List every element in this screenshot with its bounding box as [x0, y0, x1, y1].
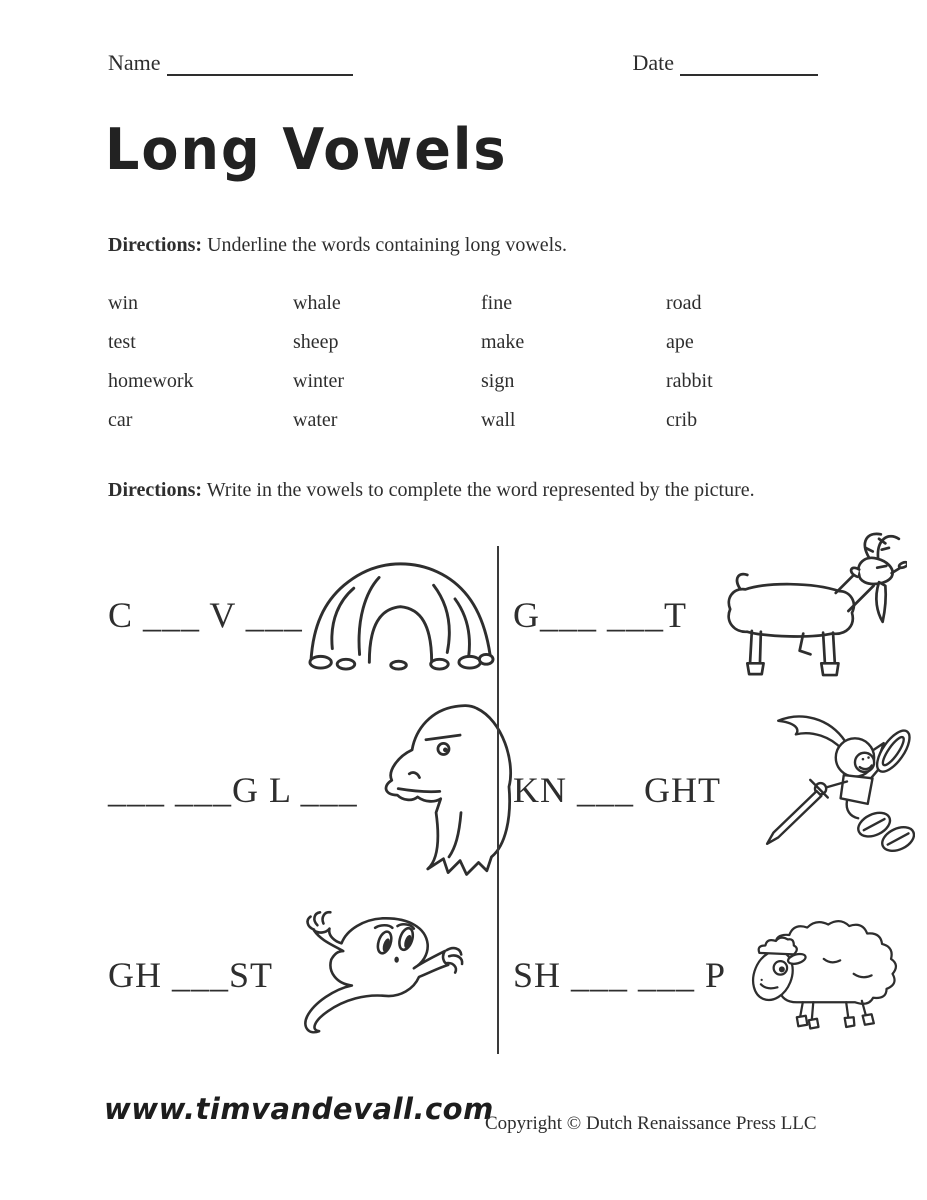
word-cell: whale	[293, 292, 341, 314]
word-cell: sheep	[293, 331, 339, 353]
word-cell: test	[108, 331, 136, 353]
word-cell: ape	[666, 331, 694, 353]
word-cell: road	[666, 292, 702, 314]
exercise-knight	[497, 690, 892, 890]
date-blank-line	[680, 50, 818, 76]
cave-illustration	[303, 559, 498, 671]
word-cell: water	[293, 409, 338, 431]
date-label: Date	[632, 50, 674, 75]
exercise-knight-prompt: KN ___ GHT	[513, 770, 721, 810]
name-field	[108, 50, 353, 76]
word-cell: homework	[108, 370, 194, 392]
word-grid	[108, 284, 820, 440]
word-cell: win	[108, 292, 138, 314]
directions-2-text: Write in the vowels to complete the word represented by the picture.	[206, 479, 755, 501]
word-cell: car	[108, 409, 133, 431]
word-cell: winter	[293, 370, 345, 392]
directions-1-text: Underline the words containing long vowels.	[207, 234, 567, 256]
exercise-eagle-prompt: ___ ___G L ___	[108, 770, 358, 810]
exercise-sheep-prompt: SH ___ ___ P	[513, 955, 727, 995]
word-cell: sign	[481, 370, 515, 392]
word-cell: make	[481, 331, 525, 353]
word-cell: rabbit	[666, 370, 713, 392]
directions-2	[108, 477, 808, 503]
word-cell: crib	[666, 409, 698, 431]
goat-illustration	[695, 526, 907, 687]
exercise-eagle	[108, 690, 497, 890]
word-cell: fine	[481, 292, 513, 314]
exercise-cave-prompt: C ___ V ___	[108, 595, 303, 635]
exercise-sheep	[497, 890, 892, 1060]
knight-illustration	[727, 708, 915, 859]
directions-2-label: Directions:	[108, 479, 203, 501]
exercise-cave	[108, 540, 497, 690]
name-blank-line	[167, 50, 353, 76]
name-date-row	[108, 50, 818, 76]
footer-website: www.timvandevall.com	[104, 1092, 494, 1126]
date-field	[632, 50, 818, 76]
footer-copyright: Copyright © Dutch Renaissance Press LLC	[485, 1113, 817, 1134]
exercise-goat	[497, 540, 892, 690]
page-title: Long Vowels	[105, 116, 508, 183]
directions-1-label: Directions:	[108, 234, 203, 256]
directions-1	[108, 232, 818, 258]
exercise-ghost	[108, 890, 497, 1060]
column-divider	[497, 546, 499, 1054]
exercise-goat-prompt: G___ ___T	[513, 595, 687, 635]
ghost-illustration	[283, 901, 481, 1039]
name-label: Name	[108, 50, 161, 75]
sheep-illustration	[734, 914, 906, 1030]
exercise-ghost-prompt: GH ___ST	[108, 955, 274, 995]
exercise-grid	[108, 540, 892, 1060]
word-cell: wall	[481, 409, 516, 431]
